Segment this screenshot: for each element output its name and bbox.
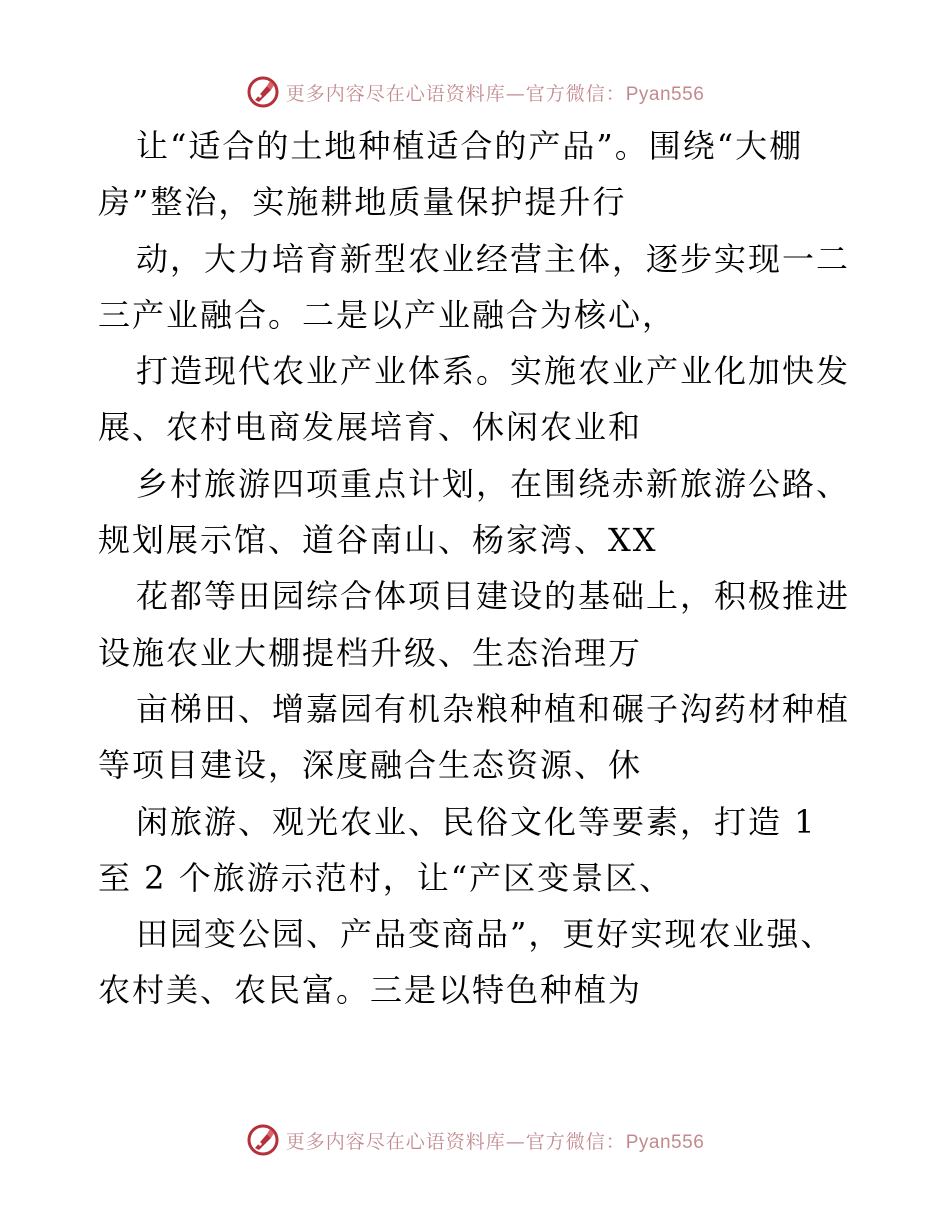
- pen-nib-logo-icon: [246, 75, 280, 109]
- banner-label: 更多内容尽在心语资料库—官方微信：: [285, 82, 626, 105]
- paragraph-line: 亩梯田、增嘉园有机杂粮种植和碾子沟药材种植: [136, 689, 851, 728]
- banner-text: [286, 1127, 705, 1154]
- paragraph-line: 乡村旅游四项重点计划，在围绕赤新旅游公路、: [136, 464, 851, 503]
- paragraph-line: 农村美、农民富。三是以特色种植为: [98, 971, 643, 1010]
- paragraph-line: 三产业融合。二是以产业融合为核心，: [98, 295, 677, 334]
- banner-text: [286, 79, 705, 106]
- paragraph-line: 让“适合的土地种植适合的产品”。围绕“大棚: [136, 127, 804, 165]
- paragraph-line: 规划展示馆、道谷南山、杨家湾、XX: [98, 521, 658, 560]
- paragraph-line: 田园变公园、产品变商品”，更好实现农业强、: [136, 915, 835, 954]
- paragraph-line: 花都等田园综合体项目建设的基础上，积极推进: [136, 577, 851, 616]
- banner-label: 更多内容尽在心语资料库—官方微信：: [285, 1130, 626, 1153]
- paragraph-line: 打造现代农业产业体系。实施农业产业化加快发: [136, 352, 851, 391]
- banner-handle: Pyan556: [625, 1131, 705, 1153]
- banner-handle: Pyan556: [625, 83, 705, 105]
- paragraph-line: 设施农业大棚提档升级、生态治理万: [98, 633, 643, 672]
- paragraph-line: 至 2 个旅游示范村，让“产区变景区、: [98, 858, 674, 897]
- paragraph-line: 动，大力培育新型农业经营主体，逐步实现一二: [136, 239, 851, 278]
- paragraph-line: 闲旅游、观光农业、民俗文化等要素，打造 1: [136, 802, 817, 841]
- pen-nib-logo-icon: [246, 1123, 280, 1157]
- paragraph-line: 展、农村电商发展培育、休闲农业和: [98, 408, 643, 447]
- footer-banner: [0, 1120, 950, 1160]
- paragraph-line: 房”整治，实施耕地质量保护提升行: [98, 183, 627, 222]
- header-banner: [0, 72, 950, 112]
- body-text: [98, 118, 858, 1019]
- paragraph-line: 等项目建设，深度融合生态资源、休: [98, 746, 643, 785]
